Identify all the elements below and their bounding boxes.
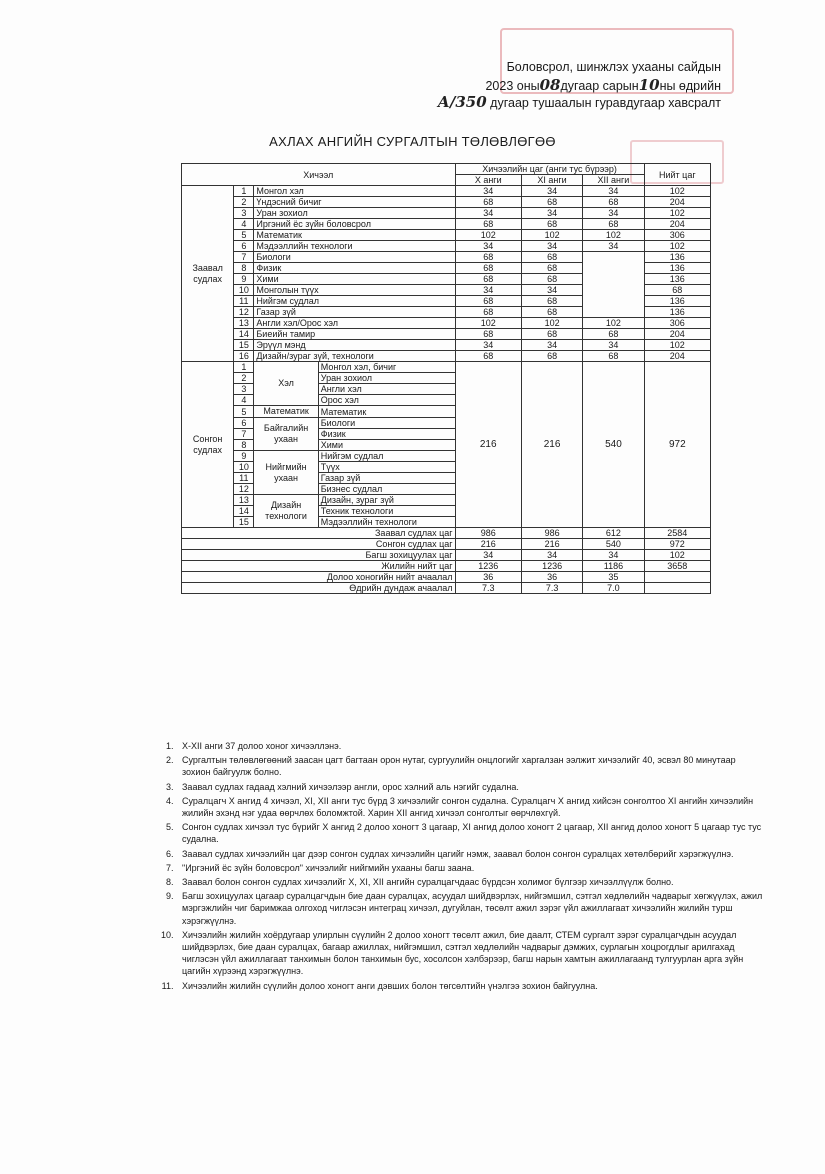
notes-list bbox=[146, 740, 764, 994]
elective-hours-x: 216 bbox=[455, 362, 521, 528]
row-number: 15 bbox=[234, 517, 254, 528]
hours-xii-empty bbox=[583, 252, 644, 318]
elective-domain-social: Нийгмийн ухаан bbox=[254, 451, 318, 495]
totals-xi: 1236 bbox=[521, 561, 582, 572]
totals-xii: 540 bbox=[583, 539, 644, 550]
elective-subject-name: Нийгэм судлал bbox=[318, 451, 455, 462]
elective-subject-name: Техник технологи bbox=[318, 506, 455, 517]
row-number: 7 bbox=[234, 252, 254, 263]
totals-label: Жилийн нийт цаг bbox=[182, 561, 456, 572]
totals-label: Заавал судлах цаг bbox=[182, 528, 456, 539]
elective-subject-name: Орос хэл bbox=[318, 395, 455, 406]
hours-total: 136 bbox=[644, 252, 710, 263]
totals-row bbox=[182, 583, 711, 594]
hours-xi: 102 bbox=[521, 318, 582, 329]
row-number: 5 bbox=[234, 406, 254, 418]
elective-domain-design: Дизайн технологи bbox=[254, 495, 318, 528]
totals-xi: 986 bbox=[521, 528, 582, 539]
note-item: 10. Хичээлийн жилийн хоёрдугаар улирлын сүүлийн 2 долоо хоногт төсөлт ажил, бие даалт, СТЕМ сургалт зэрэг суралцагчдын асуудал шийдвэрлэх, бие даан суралцах, багаар ажиллах, нийгэмшил, сэтгэл хөдлөлийн чадварыг дэмжих, сурлагын хоцрогдлыг арилгахад чиглэсэн үйл ажиллагаат танхимын болон танхимын бус, хосолсон хэлбэрээр, багш нарын хамтын ажиллагаанд тулгуурлан арга зүйн цагийн хүрээнд хэрэгжүүлнэ. bbox=[176, 929, 764, 978]
totals-xii: 612 bbox=[583, 528, 644, 539]
row-number: 2 bbox=[234, 197, 254, 208]
note-item: 4. Суралцагч X ангид 4 хичээл, XI, XII анги тус бүрд 3 хичээлийг сонгон судална. Суралцагч X ангид хийсэн сонголтоо XI ангийн хичээлийн жилийн эхэнд нэг удаа өөрчлөх боломжтой. Харин XII ангид хичээл сонголтыг өөрчлөхгүй. bbox=[176, 795, 764, 819]
note-item: 1. X-XII анги 37 долоо хоног хичээллэнэ. bbox=[176, 740, 764, 752]
hours-total: 204 bbox=[644, 351, 710, 362]
curriculum-table bbox=[181, 163, 711, 594]
hours-total: 136 bbox=[644, 274, 710, 285]
handwritten-month: 08 bbox=[539, 76, 561, 94]
table-row bbox=[182, 362, 711, 373]
note-item: 9. Багш зохицуулах цагаар суралцагчдын бие даан суралцах, асуудал шийдвэрлэх, нийгэмшил, сэтгэл хөдлөлийн чадварыг хөгжүүлэх, ажил мэргэжлийн чиг баримжаа олгоход чиглэсэн интеграц хичээл, дугуйлан, төсөлт ажил зэрэг үйл ажиллагаат хичээлийн жилийн турш хэрэгжүүлнэ. bbox=[176, 890, 764, 927]
totals-x: 1236 bbox=[455, 561, 521, 572]
hours-xi: 68 bbox=[521, 329, 582, 340]
hours-xi: 68 bbox=[521, 197, 582, 208]
hours-total: 136 bbox=[644, 263, 710, 274]
totals-xii: 34 bbox=[583, 550, 644, 561]
note-item: 3. Заавал судлах гадаад хэлний хичээлээр англи, орос хэлний аль нэгийг судална. bbox=[176, 781, 764, 793]
totals-label: Өдрийн дундаж ачаалал bbox=[182, 583, 456, 594]
elective-subject-name: Дизайн, зураг зүй bbox=[318, 495, 455, 506]
row-number: 3 bbox=[234, 384, 254, 395]
hours-total: 306 bbox=[644, 318, 710, 329]
header-line-3: А/350 дугаар тушаалын гуравдугаар хавсралт bbox=[437, 93, 721, 111]
elective-subject-name: Монгол хэл, бичиг bbox=[318, 362, 455, 373]
row-number: 10 bbox=[234, 462, 254, 473]
note-item: 7. "Иргэний ёс зүйн боловсрол" хичээлийг нийгмийн ухааны багш заана. bbox=[176, 862, 764, 874]
table-row bbox=[182, 219, 711, 230]
row-number: 14 bbox=[234, 329, 254, 340]
hours-x: 68 bbox=[455, 263, 521, 274]
elective-subject-name: Уран зохиол bbox=[318, 373, 455, 384]
row-number: 7 bbox=[234, 429, 254, 440]
totals-label: Багш зохицуулах цаг bbox=[182, 550, 456, 561]
elective-subject-name: Мэдээллийн технологи bbox=[318, 517, 455, 528]
hours-xi: 34 bbox=[521, 340, 582, 351]
header-line-2: 2023 оны08дугаар сарын10ны өдрийн bbox=[485, 76, 721, 94]
totals-xii: 1186 bbox=[583, 561, 644, 572]
row-number: 3 bbox=[234, 208, 254, 219]
hours-x: 34 bbox=[455, 208, 521, 219]
hours-total: 102 bbox=[644, 241, 710, 252]
hours-xi: 68 bbox=[521, 307, 582, 318]
row-number: 6 bbox=[234, 241, 254, 252]
handwritten-order-number: А/350 bbox=[437, 93, 487, 111]
note-item: 8. Заавал болон сонгон судлах хичээлийг X, XI, XII ангийн суралцагчдаас бүрдсэн холимог бүлгээр хичээллүүлж болно. bbox=[176, 876, 764, 888]
header-subject: Хичээл bbox=[182, 164, 456, 186]
elective-subject-name: Газар зүй bbox=[318, 473, 455, 484]
hours-total: 136 bbox=[644, 296, 710, 307]
row-number: 13 bbox=[234, 495, 254, 506]
hours-total: 204 bbox=[644, 329, 710, 340]
row-number: 5 bbox=[234, 230, 254, 241]
hours-x: 34 bbox=[455, 340, 521, 351]
note-item: 2. Сургалтын төлөвлөгөөний заасан цагт багтаан орон нутаг, сургуулийн онцлогийг харгалзан ээлжит хичээлийг 40, эсвэл 80 минутаар зохион байгуулж болно. bbox=[176, 754, 764, 778]
subject-name: Нийгэм судлал bbox=[254, 296, 455, 307]
row-number: 1 bbox=[234, 186, 254, 197]
hours-xii: 34 bbox=[583, 241, 644, 252]
elective-group-label: Сонгон судлах bbox=[182, 362, 234, 528]
table-row bbox=[182, 241, 711, 252]
hours-x: 68 bbox=[455, 351, 521, 362]
hours-xi: 68 bbox=[521, 252, 582, 263]
row-number: 2 bbox=[234, 373, 254, 384]
table-row bbox=[182, 208, 711, 219]
subject-name: Дизайн/зураг зүй, технологи bbox=[254, 351, 455, 362]
totals-total bbox=[644, 583, 710, 594]
hours-total: 204 bbox=[644, 219, 710, 230]
row-number: 11 bbox=[234, 473, 254, 484]
header-hours: Хичээлийн цаг (анги тус бүрээр) bbox=[455, 164, 644, 175]
row-number: 9 bbox=[234, 274, 254, 285]
hours-xii: 68 bbox=[583, 197, 644, 208]
totals-row bbox=[182, 550, 711, 561]
totals-total bbox=[644, 572, 710, 583]
subject-name: Монголын түүх bbox=[254, 285, 455, 296]
row-number: 15 bbox=[234, 340, 254, 351]
hours-xi: 102 bbox=[521, 230, 582, 241]
subject-name: Математик bbox=[254, 230, 455, 241]
hours-xi: 34 bbox=[521, 208, 582, 219]
subject-name: Англи хэл/Орос хэл bbox=[254, 318, 455, 329]
row-number: 6 bbox=[234, 418, 254, 429]
row-number: 1 bbox=[234, 362, 254, 373]
totals-xi: 7.3 bbox=[521, 583, 582, 594]
table-row bbox=[182, 340, 711, 351]
hours-xi: 68 bbox=[521, 274, 582, 285]
row-number: 8 bbox=[234, 263, 254, 274]
hours-x: 68 bbox=[455, 252, 521, 263]
hours-xii: 68 bbox=[583, 219, 644, 230]
totals-row bbox=[182, 528, 711, 539]
elective-subject-name: Биологи bbox=[318, 418, 455, 429]
hours-total: 136 bbox=[644, 307, 710, 318]
subject-name: Хими bbox=[254, 274, 455, 285]
handwritten-day: 10 bbox=[638, 76, 660, 94]
subject-name: Эрүүл мэнд bbox=[254, 340, 455, 351]
row-number: 14 bbox=[234, 506, 254, 517]
hours-xi: 68 bbox=[521, 219, 582, 230]
totals-xi: 216 bbox=[521, 539, 582, 550]
hours-xii: 34 bbox=[583, 340, 644, 351]
totals-label: Сонгон судлах цаг bbox=[182, 539, 456, 550]
row-number: 4 bbox=[234, 395, 254, 406]
subject-name: Мэдээллийн технологи bbox=[254, 241, 455, 252]
totals-row bbox=[182, 561, 711, 572]
row-number: 10 bbox=[234, 285, 254, 296]
hours-xii: 102 bbox=[583, 230, 644, 241]
totals-xi: 34 bbox=[521, 550, 582, 561]
totals-xi: 36 bbox=[521, 572, 582, 583]
totals-x: 986 bbox=[455, 528, 521, 539]
totals-total: 3658 bbox=[644, 561, 710, 572]
subject-name: Биологи bbox=[254, 252, 455, 263]
header-grade-xi: XI анги bbox=[521, 175, 582, 186]
mandatory-group-label: Заавал судлах bbox=[182, 186, 234, 362]
elective-hours-xi: 216 bbox=[521, 362, 582, 528]
hours-xi: 68 bbox=[521, 351, 582, 362]
elective-subject-name: Физик bbox=[318, 429, 455, 440]
elective-hours-xii: 540 bbox=[583, 362, 644, 528]
totals-xii: 7.0 bbox=[583, 583, 644, 594]
hours-total: 102 bbox=[644, 208, 710, 219]
elective-subject-name: Түүх bbox=[318, 462, 455, 473]
subject-name: Уран зохиол bbox=[254, 208, 455, 219]
elective-subject-name: Хими bbox=[318, 440, 455, 451]
table-row bbox=[182, 197, 711, 208]
header-grade-x: X анги bbox=[455, 175, 521, 186]
elective-domain-lang: Хэл bbox=[254, 362, 318, 406]
note-item: 11. Хичээлийн жилийн сүүлийн долоо хоногт анги дэвших болон төгсөлтийн үнэлгээ зохион байгуулна. bbox=[176, 980, 764, 992]
row-number: 11 bbox=[234, 296, 254, 307]
totals-x: 7.3 bbox=[455, 583, 521, 594]
subject-name: Физик bbox=[254, 263, 455, 274]
totals-section bbox=[182, 528, 711, 594]
hours-xi: 34 bbox=[521, 186, 582, 197]
table-row bbox=[182, 186, 711, 197]
table-row bbox=[182, 351, 711, 362]
hours-total: 102 bbox=[644, 340, 710, 351]
hours-xi: 68 bbox=[521, 263, 582, 274]
hours-x: 34 bbox=[455, 241, 521, 252]
totals-xii: 35 bbox=[583, 572, 644, 583]
note-item: 6. Заавал судлах хичээлийн цаг дээр сонгон судлах хичээлийн цагийг нэмж, заавал болон сонгон суралцах хөтөлбөрийг хэрэгжүүлнэ. bbox=[176, 848, 764, 860]
hours-xi: 34 bbox=[521, 285, 582, 296]
hours-total: 68 bbox=[644, 285, 710, 296]
hours-xii: 68 bbox=[583, 351, 644, 362]
table-row bbox=[182, 329, 711, 340]
elective-domain-math: Математик bbox=[254, 406, 318, 418]
totals-x: 34 bbox=[455, 550, 521, 561]
document-title: АХЛАХ АНГИЙН СУРГАЛТЫН ТӨЛӨВЛӨГӨӨ bbox=[269, 134, 556, 149]
hours-total: 102 bbox=[644, 186, 710, 197]
hours-x: 68 bbox=[455, 296, 521, 307]
totals-total: 972 bbox=[644, 539, 710, 550]
hours-xii: 34 bbox=[583, 186, 644, 197]
mandatory-section bbox=[182, 186, 711, 362]
hours-xii: 102 bbox=[583, 318, 644, 329]
table-row bbox=[182, 230, 711, 241]
totals-label: Долоо хоногийн нийт ачаалал bbox=[182, 572, 456, 583]
row-number: 13 bbox=[234, 318, 254, 329]
elective-subject-name: Математик bbox=[318, 406, 455, 418]
totals-row bbox=[182, 539, 711, 550]
table-row bbox=[182, 252, 711, 263]
elective-hours-total: 972 bbox=[644, 362, 710, 528]
hours-x: 102 bbox=[455, 318, 521, 329]
subject-name: Монгол хэл bbox=[254, 186, 455, 197]
header-grade-xii: XII анги bbox=[583, 175, 644, 186]
row-number: 12 bbox=[234, 307, 254, 318]
totals-row bbox=[182, 572, 711, 583]
elective-domain-science: Байгалийн ухаан bbox=[254, 418, 318, 451]
elective-subject-name: Англи хэл bbox=[318, 384, 455, 395]
hours-x: 34 bbox=[455, 186, 521, 197]
hours-x: 68 bbox=[455, 219, 521, 230]
row-number: 12 bbox=[234, 484, 254, 495]
header-line-1: Боловсрол, шинжлэх ухааны сайдын bbox=[506, 60, 721, 74]
subject-name: Биеийн тамир bbox=[254, 329, 455, 340]
elective-section bbox=[182, 362, 711, 528]
row-number: 16 bbox=[234, 351, 254, 362]
hours-x: 102 bbox=[455, 230, 521, 241]
row-number: 9 bbox=[234, 451, 254, 462]
hours-xi: 34 bbox=[521, 241, 582, 252]
totals-total: 102 bbox=[644, 550, 710, 561]
hours-x: 68 bbox=[455, 274, 521, 285]
hours-x: 68 bbox=[455, 329, 521, 340]
table-row bbox=[182, 318, 711, 329]
totals-total: 2584 bbox=[644, 528, 710, 539]
hours-x: 34 bbox=[455, 285, 521, 296]
subject-name: Газар зүй bbox=[254, 307, 455, 318]
hours-xii: 34 bbox=[583, 208, 644, 219]
row-number: 8 bbox=[234, 440, 254, 451]
hours-x: 68 bbox=[455, 307, 521, 318]
subject-name: Иргэний ёс зүйн боловсрол bbox=[254, 219, 455, 230]
totals-x: 216 bbox=[455, 539, 521, 550]
row-number: 4 bbox=[234, 219, 254, 230]
elective-subject-name: Бизнес судлал bbox=[318, 484, 455, 495]
hours-xii: 68 bbox=[583, 329, 644, 340]
hours-x: 68 bbox=[455, 197, 521, 208]
hours-total: 204 bbox=[644, 197, 710, 208]
subject-name: Үндэсний бичиг bbox=[254, 197, 455, 208]
header-total: Нийт цаг bbox=[644, 164, 710, 186]
hours-total: 306 bbox=[644, 230, 710, 241]
hours-xi: 68 bbox=[521, 296, 582, 307]
totals-x: 36 bbox=[455, 572, 521, 583]
note-item: 5. Сонгон судлах хичээл тус бүрийг X ангид 2 долоо хоногт 3 цагаар, XI ангид долоо хоногт 2 цагаар, XII ангид долоо хоногт 5 цагаар тус тус судална. bbox=[176, 821, 764, 845]
